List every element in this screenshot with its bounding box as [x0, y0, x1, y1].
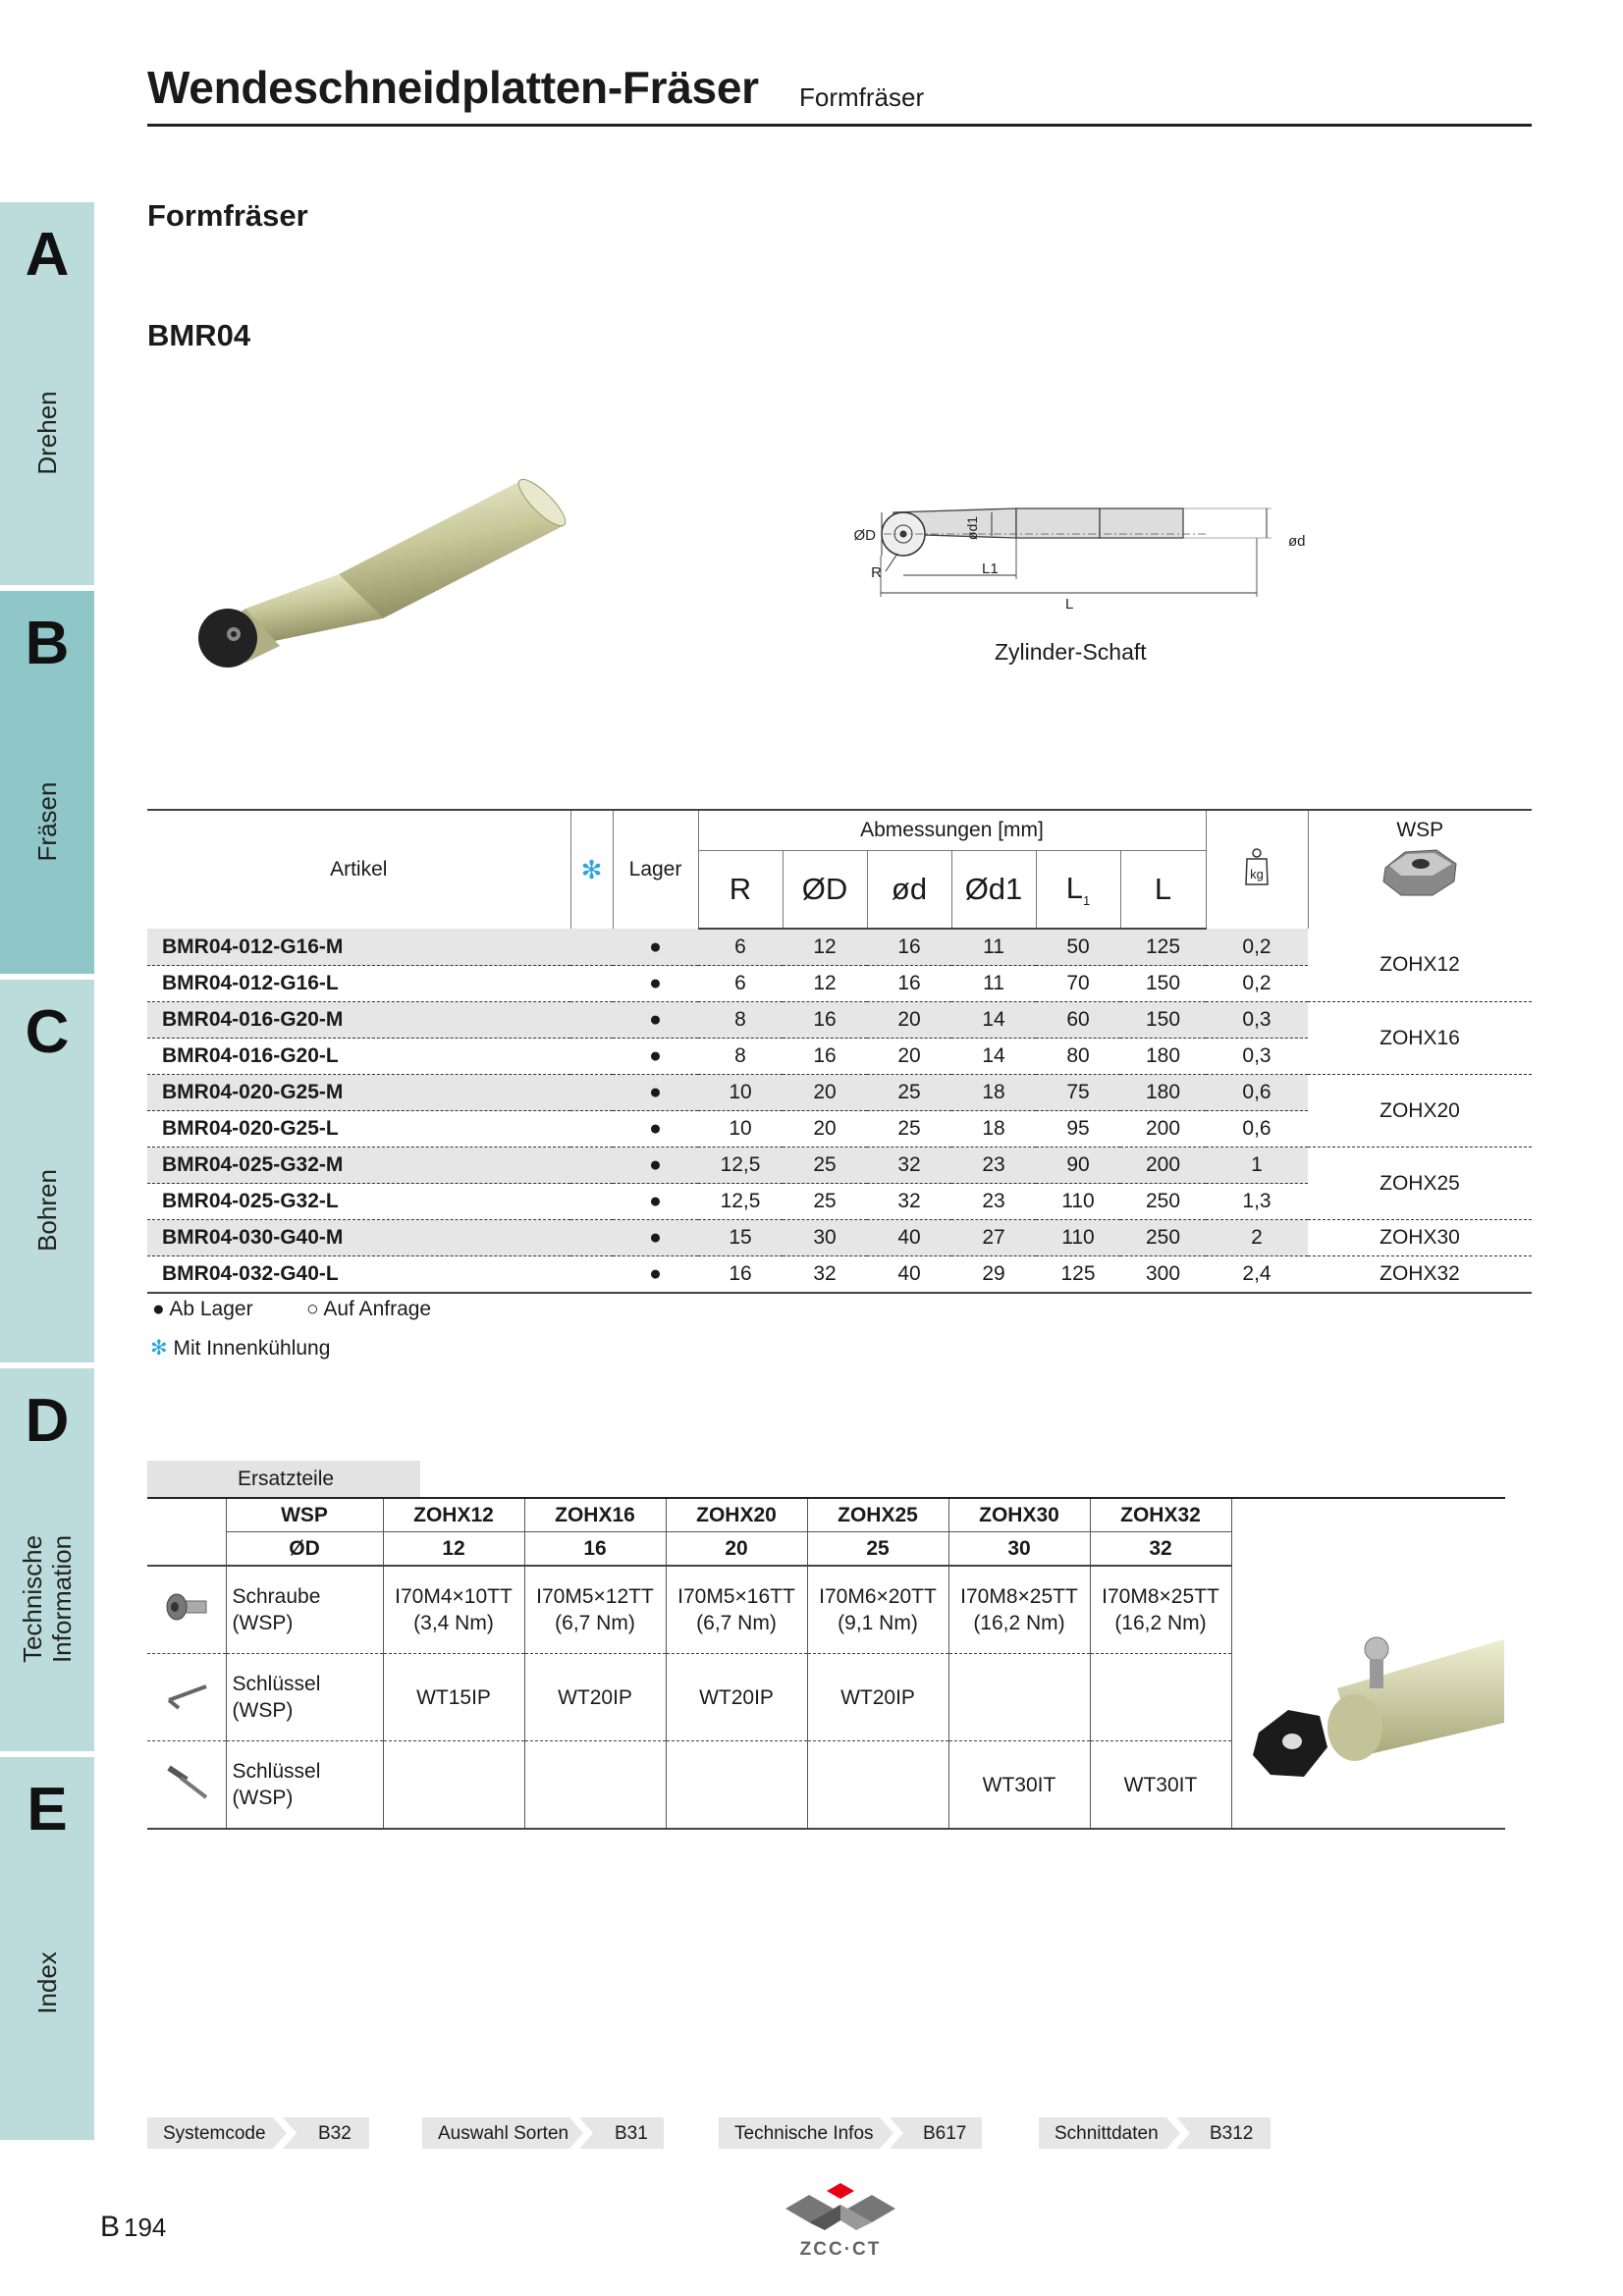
spare-cell: WT30IT	[1090, 1741, 1231, 1830]
header-abmessungen: Abmessungen [mm]	[698, 810, 1206, 851]
spare-cell	[807, 1741, 948, 1830]
cell-coolant	[570, 1184, 613, 1220]
cell-coolant	[570, 929, 613, 966]
spare-cell: WT15IP	[383, 1654, 524, 1741]
tab-letter: D	[25, 1387, 70, 1455]
tab-label: Technische Information	[18, 1534, 77, 1664]
ref-schnittdaten[interactable]: Schnittdaten B312	[1039, 2117, 1271, 2149]
cell-coolant	[570, 1039, 613, 1075]
cell-d: 16	[783, 1039, 867, 1075]
screw-icon	[147, 1566, 226, 1654]
header-d-shank: ød	[867, 851, 951, 930]
spare-cell	[948, 1654, 1090, 1741]
spare-cell: WT20IP	[807, 1654, 948, 1741]
cell-d: 16	[867, 966, 951, 1002]
cell-d: 25	[867, 1111, 951, 1148]
cell-d: 20	[867, 1002, 951, 1039]
coolant-icon: ✻	[150, 1337, 168, 1360]
cell-lager: ●	[613, 1075, 698, 1111]
spare-header-wsp: WSP	[226, 1498, 383, 1532]
header-artikel: Artikel	[147, 810, 570, 929]
cell-artikel: BMR04-020-G25-L	[147, 1111, 570, 1148]
spare-cell	[666, 1741, 807, 1830]
tab-label: Index	[32, 1951, 62, 2014]
cell-l: 250	[1120, 1184, 1206, 1220]
cell-d: 25	[783, 1184, 867, 1220]
cell-lager: ●	[613, 929, 698, 966]
cell-d1: 14	[951, 1002, 1036, 1039]
cell-coolant	[570, 966, 613, 1002]
cell-d: 32	[783, 1256, 867, 1294]
side-tab-c[interactable]	[0, 980, 94, 1362]
ref-technische-infos[interactable]: Technische Infos B617	[719, 2117, 982, 2149]
cell-l: 150	[1120, 966, 1206, 1002]
chevron-right-icon	[1166, 2117, 1190, 2149]
cell-kg: 0,3	[1206, 1002, 1308, 1039]
header-lager: Lager	[613, 810, 698, 929]
spare-header-d: ØD	[226, 1532, 383, 1567]
product-code: BMR04	[147, 318, 251, 352]
cell-artikel: BMR04-030-G40-M	[147, 1220, 570, 1256]
page-number: B 194	[100, 2211, 167, 2243]
cell-coolant	[570, 1148, 613, 1184]
cell-artikel: BMR04-025-G32-L	[147, 1184, 570, 1220]
cell-lager: ●	[613, 1002, 698, 1039]
cell-coolant	[570, 1075, 613, 1111]
weight-icon	[1206, 810, 1308, 929]
spare-row-label: Schlüssel (WSP)	[226, 1654, 383, 1741]
cell-wsp: ZOHX12	[1308, 929, 1532, 1002]
cell-d1: 18	[951, 1075, 1036, 1111]
cell-wsp: ZOHX32	[1308, 1256, 1532, 1294]
table-row	[147, 1002, 1532, 1039]
spare-cell: I70M8×25TT (16,2 Nm)	[948, 1566, 1090, 1654]
cell-r: 12,5	[698, 1184, 783, 1220]
cell-d: 25	[867, 1075, 951, 1111]
spare-cell	[1090, 1654, 1231, 1741]
cell-d1: 29	[951, 1256, 1036, 1294]
cell-kg: 1,3	[1206, 1184, 1308, 1220]
cell-artikel: BMR04-016-G20-M	[147, 1002, 570, 1039]
cell-l1: 95	[1036, 1111, 1120, 1148]
cell-l1: 50	[1036, 929, 1120, 966]
spare-col-d: 12	[383, 1532, 524, 1567]
spare-col-wsp: ZOHX30	[948, 1498, 1090, 1532]
spare-cell: WT30IT	[948, 1741, 1090, 1830]
table-row	[147, 1075, 1532, 1111]
side-tab-a[interactable]	[0, 202, 94, 585]
tab-letter: C	[25, 998, 70, 1066]
cell-d: 32	[867, 1148, 951, 1184]
cell-wsp: ZOHX25	[1308, 1148, 1532, 1220]
page-title: Wendeschneidplatten-Fräser	[147, 62, 759, 113]
spare-col-wsp: ZOHX12	[383, 1498, 524, 1532]
cell-lager: ●	[613, 1184, 698, 1220]
page-subtitle: Formfräser	[799, 82, 925, 112]
brand-name: ZCC·CT	[799, 2239, 882, 2260]
t-key-icon	[147, 1741, 226, 1830]
spare-row-label: Schlüssel (WSP)	[226, 1741, 383, 1830]
cell-artikel: BMR04-025-G32-M	[147, 1148, 570, 1184]
cell-d1: 23	[951, 1184, 1036, 1220]
tab-label: Drehen	[32, 391, 62, 475]
spare-col-d: 30	[948, 1532, 1090, 1567]
cell-r: 12,5	[698, 1148, 783, 1184]
spare-col-wsp: ZOHX32	[1090, 1498, 1231, 1532]
cell-kg: 0,6	[1206, 1111, 1308, 1148]
cell-kg: 0,3	[1206, 1039, 1308, 1075]
wrench-icon	[147, 1654, 226, 1741]
cell-d1: 14	[951, 1039, 1036, 1075]
cell-l1: 110	[1036, 1184, 1120, 1220]
spare-cell: WT20IP	[666, 1654, 807, 1741]
cell-d1: 11	[951, 966, 1036, 1002]
header-d: ØD	[783, 851, 867, 930]
cell-d: 40	[867, 1220, 951, 1256]
cell-d: 40	[867, 1256, 951, 1294]
cell-r: 16	[698, 1256, 783, 1294]
cell-l1: 70	[1036, 966, 1120, 1002]
cell-d: 12	[783, 929, 867, 966]
spare-col-wsp: ZOHX25	[807, 1498, 948, 1532]
spare-parts-title: Ersatzteile	[147, 1461, 420, 1497]
spare-col-wsp: ZOHX20	[666, 1498, 807, 1532]
cell-d: 16	[867, 929, 951, 966]
cell-kg: 1	[1206, 1148, 1308, 1184]
cell-artikel: BMR04-020-G25-M	[147, 1075, 570, 1111]
cell-lager: ●	[613, 1148, 698, 1184]
cell-l1: 75	[1036, 1075, 1120, 1111]
cell-d1: 18	[951, 1111, 1036, 1148]
chevron-right-icon	[569, 2117, 593, 2149]
spare-col-d: 25	[807, 1532, 948, 1567]
cell-l: 150	[1120, 1002, 1206, 1039]
cell-kg: 2,4	[1206, 1256, 1308, 1294]
cell-l1: 80	[1036, 1039, 1120, 1075]
section-title: Formfräser	[147, 198, 308, 233]
cell-wsp: ZOHX30	[1308, 1220, 1532, 1256]
assembly-photo	[1239, 1620, 1504, 1806]
cell-l: 180	[1120, 1075, 1206, 1111]
cell-d1: 23	[951, 1148, 1036, 1184]
cell-l1: 125	[1036, 1256, 1120, 1294]
cell-artikel: BMR04-012-G16-M	[147, 929, 570, 966]
cell-r: 8	[698, 1002, 783, 1039]
table-row	[147, 1220, 1532, 1256]
spare-cell	[524, 1741, 666, 1830]
chevron-right-icon	[273, 2117, 297, 2149]
header-l: L	[1120, 851, 1206, 930]
cell-coolant	[570, 1256, 613, 1294]
cell-d1: 11	[951, 929, 1036, 966]
legend-ab-lager: ● Ab Lager	[152, 1298, 253, 1320]
brand-logo	[782, 2181, 899, 2260]
cell-artikel: BMR04-032-G40-L	[147, 1256, 570, 1294]
cell-artikel: BMR04-016-G20-L	[147, 1039, 570, 1075]
cell-l1: 90	[1036, 1148, 1120, 1184]
tab-label: Bohren	[32, 1169, 62, 1252]
table-row	[147, 1148, 1532, 1184]
spare-row-label: Schraube (WSP)	[226, 1566, 383, 1654]
spare-col-d: 32	[1090, 1532, 1231, 1567]
header-wsp: WSP	[1308, 810, 1532, 929]
label-l: L	[1065, 596, 1074, 613]
cell-d: 32	[867, 1184, 951, 1220]
header-r: R	[698, 851, 783, 930]
cell-l: 300	[1120, 1256, 1206, 1294]
spare-cell: I70M6×20TT (9,1 Nm)	[807, 1566, 948, 1654]
tool-photo	[187, 471, 579, 677]
label-d-shank: ød	[1288, 533, 1306, 550]
cell-r: 15	[698, 1220, 783, 1256]
spare-cell: I70M5×16TT (6,7 Nm)	[666, 1566, 807, 1654]
tab-label: Fräsen	[32, 781, 62, 862]
cell-l1: 110	[1036, 1220, 1120, 1256]
spare-cell	[383, 1741, 524, 1830]
cell-lager: ●	[613, 966, 698, 1002]
spare-cell: I70M4×10TT (3,4 Nm)	[383, 1566, 524, 1654]
spare-col-wsp: ZOHX16	[524, 1498, 666, 1532]
cell-d: 30	[783, 1220, 867, 1256]
ref-auswahl-sorten[interactable]: Auswahl Sorten B31	[422, 2117, 664, 2149]
label-l1: L1	[982, 561, 999, 577]
cell-kg: 0,2	[1206, 966, 1308, 1002]
label-r: R	[871, 564, 882, 581]
cell-artikel: BMR04-012-G16-L	[147, 966, 570, 1002]
side-tab-b[interactable]	[0, 591, 94, 974]
cell-wsp: ZOHX16	[1308, 1002, 1532, 1075]
cell-d: 25	[783, 1148, 867, 1184]
cell-kg: 0,2	[1206, 929, 1308, 966]
tab-letter: E	[27, 1776, 68, 1843]
page-header	[147, 61, 1532, 127]
cell-r: 10	[698, 1111, 783, 1148]
cell-l: 125	[1120, 929, 1206, 966]
cell-kg: 0,6	[1206, 1075, 1308, 1111]
legend-auf-anfrage: ○ Auf Anfrage	[306, 1298, 432, 1320]
cell-r: 6	[698, 929, 783, 966]
label-d1: ød1	[964, 515, 980, 541]
legend-innenkuehlung: ✻ Mit Innenkühlung	[150, 1337, 331, 1360]
cell-r: 10	[698, 1075, 783, 1111]
cell-wsp: ZOHX20	[1308, 1075, 1532, 1148]
spare-cell: I70M8×25TT (16,2 Nm)	[1090, 1566, 1231, 1654]
cell-d: 20	[867, 1039, 951, 1075]
tab-letter: B	[25, 610, 70, 677]
spare-col-d: 20	[666, 1532, 807, 1567]
side-tab-e[interactable]	[0, 1757, 94, 2140]
table-row	[147, 1256, 1532, 1294]
ref-systemcode[interactable]: Systemcode B32	[147, 2117, 369, 2149]
cell-lager: ●	[613, 1111, 698, 1148]
insert-icon	[1376, 842, 1464, 901]
cell-l1: 60	[1036, 1002, 1120, 1039]
table-row	[147, 929, 1532, 966]
label-d: ØD	[853, 527, 876, 544]
cell-coolant	[570, 1220, 613, 1256]
cell-d: 16	[783, 1002, 867, 1039]
cell-coolant	[570, 1111, 613, 1148]
cell-lager: ●	[613, 1220, 698, 1256]
svg-text:kg: kg	[1250, 867, 1264, 881]
side-tab-d[interactable]	[0, 1368, 94, 1751]
chevron-right-icon	[880, 2117, 903, 2149]
cell-r: 8	[698, 1039, 783, 1075]
spare-col-d: 16	[524, 1532, 666, 1567]
coolant-icon: ✻	[570, 810, 613, 929]
cell-d: 12	[783, 966, 867, 1002]
cell-l: 250	[1120, 1220, 1206, 1256]
cell-d1: 27	[951, 1220, 1036, 1256]
cell-d: 20	[783, 1111, 867, 1148]
spare-cell: WT20IP	[524, 1654, 666, 1741]
drawing-caption: Zylinder-Schaft	[995, 639, 1147, 665]
cell-coolant	[570, 1002, 613, 1039]
cell-l: 200	[1120, 1111, 1206, 1148]
cell-l: 200	[1120, 1148, 1206, 1184]
header-l1: $L_1$	[1036, 851, 1120, 930]
product-table	[147, 809, 1532, 1294]
cell-d: 20	[783, 1075, 867, 1111]
cell-l: 180	[1120, 1039, 1206, 1075]
cell-r: 6	[698, 966, 783, 1002]
cell-lager: ●	[613, 1256, 698, 1294]
tab-letter: A	[25, 221, 70, 289]
cell-kg: 2	[1206, 1220, 1308, 1256]
spare-cell: I70M5×12TT (6,7 Nm)	[524, 1566, 666, 1654]
header-d1: Ød1	[951, 851, 1036, 930]
zcc-logo-icon	[782, 2181, 899, 2236]
cell-lager: ●	[613, 1039, 698, 1075]
